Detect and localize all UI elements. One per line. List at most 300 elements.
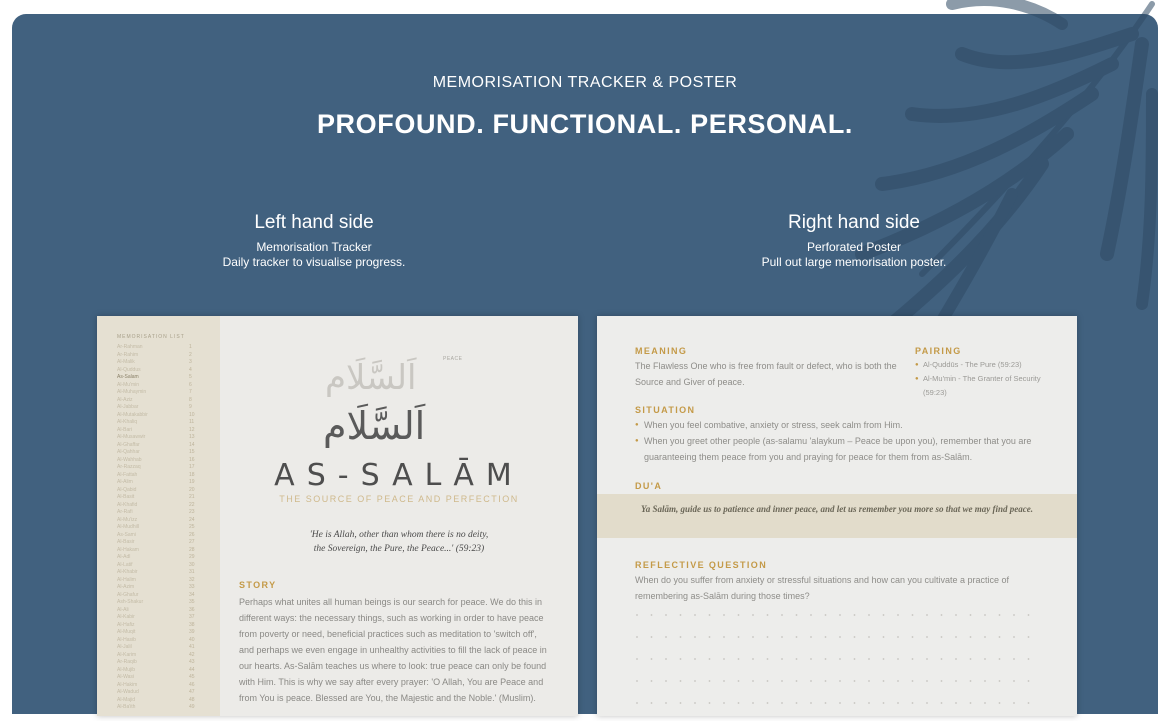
memorisation-list-number: 14	[189, 441, 195, 448]
grid-dot	[1013, 702, 1015, 704]
memorisation-list-number: 30	[189, 561, 195, 568]
memorisation-list-number: 22	[189, 501, 195, 508]
memorisation-list-item	[117, 704, 220, 712]
memorisation-list-name: Al-Qahhar	[117, 449, 140, 455]
memorisation-list-name: Al-Malik	[117, 359, 135, 365]
grid-dot	[796, 614, 798, 616]
memorisation-list-number: 19	[189, 479, 195, 485]
memorisation-list-name: Al-Jalil	[117, 644, 132, 650]
grid-dot	[825, 658, 827, 660]
memorisation-list-number: 31	[189, 569, 195, 575]
grid-dot	[752, 636, 754, 638]
memorisation-list-name: Al-Quddus	[117, 366, 141, 373]
memorisation-list-item	[117, 382, 220, 390]
situation-heading: SITUATION	[635, 405, 696, 415]
grid-dot	[1013, 614, 1015, 616]
grid-dot	[883, 702, 885, 704]
grid-dot	[955, 614, 957, 616]
memorisation-list-item	[117, 442, 220, 450]
memorisation-list-name: Al-Alim	[117, 479, 133, 485]
memorisation-list-item	[117, 419, 220, 427]
grid-dot	[781, 636, 783, 638]
memorisation-list-name: Al-Wahhab	[117, 456, 142, 463]
grid-dot	[912, 636, 914, 638]
memorisation-list-item	[117, 554, 220, 562]
grid-dot	[651, 680, 653, 682]
memorisation-list-item	[117, 652, 220, 660]
grid-dot	[738, 658, 740, 660]
grid-dot	[955, 702, 957, 704]
memorisation-list-item	[117, 434, 220, 442]
grid-dot	[883, 680, 885, 682]
memorisation-list-name: Al-Hakam	[117, 546, 139, 553]
memorisation-list-name: As-Sami	[117, 531, 136, 538]
grid-dot	[636, 614, 638, 616]
reflective-question-text: When do you suffer from anxiety or stressful situations and how can you cultivate a practice of remembering as-Salām during those times?	[635, 575, 1010, 601]
memorisation-list-name: Al-Mujib	[117, 666, 136, 673]
grid-dot	[984, 680, 986, 682]
memorisation-list-item	[117, 607, 220, 615]
left-side-caption	[114, 212, 514, 270]
grid-dot	[767, 658, 769, 660]
memorisation-list-number: 42	[189, 651, 195, 658]
memorisation-list-number: 1	[189, 344, 192, 350]
grid-dot	[752, 658, 754, 660]
grid-dot	[781, 680, 783, 682]
memorisation-list-name: Al-Wadud	[117, 689, 139, 695]
memorisation-list-name: Al-Hasib	[117, 636, 136, 643]
grid-dot	[984, 636, 986, 638]
memorisation-list-number: 5	[189, 374, 192, 380]
grid-dot	[926, 658, 928, 660]
memorisation-list-name: Al-Mu'izz	[117, 516, 138, 523]
memorisation-list-item	[117, 449, 220, 457]
grid-dot	[767, 702, 769, 704]
situation-item: ● When you feel combative, anxiety or stress, seek calm from Him.	[635, 417, 1045, 433]
memorisation-list-number: 16	[189, 456, 195, 463]
memorisation-list-number: 23	[189, 509, 195, 515]
memorisation-list-number: 46	[189, 681, 195, 688]
ghost-tag: PEACE	[443, 356, 463, 362]
memorisation-tracker-page	[97, 316, 578, 716]
memorisation-list-number: 39	[189, 629, 195, 635]
memorisation-list-number: 12	[189, 426, 195, 433]
memorisation-list-number: 28	[189, 546, 195, 553]
memorisation-list-item	[117, 682, 220, 690]
grid-dot	[796, 658, 798, 660]
grid-dot	[868, 636, 870, 638]
grid-dot	[810, 702, 812, 704]
memorisation-list-number: 24	[189, 516, 195, 523]
grid-dot	[897, 680, 899, 682]
memorisation-list-number: 13	[189, 434, 195, 440]
grid-dot	[1013, 658, 1015, 660]
grid-dot	[680, 636, 682, 638]
grid-dot	[883, 614, 885, 616]
grid-dot	[999, 636, 1001, 638]
memorisation-list-name: Al-Majid	[117, 696, 136, 703]
name-subtitle: THE SOURCE OF PEACE AND PERFECTION	[279, 494, 519, 504]
grid-dot	[694, 614, 696, 616]
right-side-caption	[654, 212, 1054, 270]
memorisation-list-name: Al-Khabir	[117, 569, 138, 575]
memorisation-list-number: 7	[189, 389, 192, 395]
memorisation-list-name: Ar-Rahim	[117, 351, 139, 358]
grid-dot	[926, 614, 928, 616]
grid-dot	[970, 680, 972, 682]
arabic-ghost-text: اَلسَّلَام	[325, 358, 417, 398]
grid-dot	[723, 702, 725, 704]
grid-dot	[665, 614, 667, 616]
memorisation-list-item	[117, 479, 220, 487]
memorisation-list-name: Al-Muhaymin	[117, 389, 147, 395]
meaning-text: The Flawless One who is free from fault or defect, who is both the Source and Giver of peace.	[635, 361, 897, 387]
grid-dot	[665, 658, 667, 660]
memorisation-list-name: Al-Hakim	[117, 681, 138, 688]
memorisation-list-number: 40	[189, 636, 195, 643]
right-side-description: Pull out large memorisation poster.	[761, 255, 947, 269]
grid-dot	[709, 614, 711, 616]
memorisation-list-number: 45	[189, 674, 195, 680]
grid-dot	[999, 702, 1001, 704]
memorisation-list-name: Al-Ghaffar	[117, 441, 140, 448]
memorisation-list-number: 35	[189, 599, 195, 605]
memorisation-list-strip	[97, 316, 220, 716]
grid-dot	[651, 636, 653, 638]
grid-dot	[680, 614, 682, 616]
dotted-writing-grid	[635, 611, 1045, 721]
grid-dot	[723, 636, 725, 638]
memorisation-list-name: Al-Latif	[117, 561, 133, 568]
memorisation-list-name: Al-Muqit	[117, 629, 136, 635]
grid-dot	[781, 702, 783, 704]
grid-dot	[781, 658, 783, 660]
memorisation-list-item	[117, 689, 220, 697]
grid-dot	[926, 702, 928, 704]
grid-dot	[752, 702, 754, 704]
grid-dot	[1013, 680, 1015, 682]
hero-banner	[12, 14, 1158, 714]
perforated-poster-page	[597, 316, 1077, 716]
grid-dot	[984, 614, 986, 616]
grid-dot	[767, 614, 769, 616]
memorisation-list-name: Al-Mu'min	[117, 381, 140, 388]
grid-dot	[912, 614, 914, 616]
grid-dot	[854, 614, 856, 616]
grid-dot	[694, 680, 696, 682]
memorisation-list-item	[117, 517, 220, 525]
grid-dot	[636, 636, 638, 638]
grid-dot	[723, 680, 725, 682]
memorisation-list-item	[117, 457, 220, 465]
grid-dot	[1028, 636, 1030, 638]
grid-dot	[825, 614, 827, 616]
grid-dot	[926, 636, 928, 638]
grid-dot	[810, 636, 812, 638]
memorisation-list-name: Al-Jabbar	[117, 404, 139, 410]
memorisation-list-name: Ar-Rahman	[117, 344, 143, 350]
grid-dot	[709, 702, 711, 704]
memorisation-list-item	[117, 592, 220, 600]
grid-dot	[680, 680, 682, 682]
grid-dot	[1028, 614, 1030, 616]
dua-band	[597, 494, 1077, 538]
quote-line-1: 'He is Allah, other than whom there is no deity,	[309, 530, 489, 540]
grid-dot	[709, 636, 711, 638]
memorisation-list-name: Al-Mudhill	[117, 524, 139, 530]
grid-dot	[680, 658, 682, 660]
memorisation-list-number: 10	[189, 411, 195, 418]
memorisation-list-number: 26	[189, 531, 195, 538]
memorisation-list-name: Al-Khafid	[117, 501, 138, 508]
memorisation-list-name: Al-Ghafur	[117, 591, 139, 598]
grid-dot	[941, 702, 943, 704]
grid-dot	[723, 614, 725, 616]
grid-dot	[636, 702, 638, 704]
memorisation-list-item	[117, 674, 220, 682]
memorisation-list-name: Al-Halim	[117, 576, 136, 583]
grid-dot	[680, 702, 682, 704]
grid-dot	[854, 680, 856, 682]
memorisation-list-name: Al-Hafiz	[117, 621, 135, 628]
memorisation-list-name: Al-Musawwir	[117, 434, 146, 440]
quote-line-2: the Sovereign, the Pure, the Peace...' (59:23)	[313, 544, 485, 554]
memorisation-list-number: 25	[189, 524, 195, 530]
grid-dot	[738, 702, 740, 704]
memorisation-list-number: 20	[189, 486, 195, 493]
grid-dot	[839, 636, 841, 638]
memorisation-list-number: 33	[189, 584, 195, 590]
left-side-description: Daily tracker to visualise progress.	[222, 255, 406, 269]
grid-dot	[955, 680, 957, 682]
memorisation-list-item	[117, 344, 220, 352]
memorisation-list-item	[117, 667, 220, 675]
memorisation-list-number: 29	[189, 554, 195, 560]
grid-dot	[651, 614, 653, 616]
grid-dot	[665, 680, 667, 682]
grid-dot	[970, 614, 972, 616]
pairing-item: ● Al-Quddūs - The Pure (59:23)	[915, 358, 1045, 372]
memorisation-list-name: Al-Bari	[117, 426, 133, 433]
memorisation-list-number: 15	[189, 449, 195, 455]
memorisation-list-item	[117, 509, 220, 517]
memorisation-list-number: 49	[189, 704, 195, 710]
grid-dot	[955, 658, 957, 660]
memorisation-list-number: 34	[189, 591, 195, 598]
memorisation-list-item	[117, 374, 220, 382]
left-side-subtitle: Memorisation Tracker	[256, 240, 372, 254]
quran-quote	[220, 528, 578, 556]
memorisation-list-name: Al-Aziz	[117, 396, 133, 403]
grid-dot	[999, 658, 1001, 660]
grid-dot	[926, 680, 928, 682]
memorisation-list-item	[117, 502, 220, 510]
dua-heading: DU'A	[635, 481, 663, 491]
grid-dot	[970, 702, 972, 704]
grid-dot	[1028, 680, 1030, 682]
memorisation-list-number: 41	[189, 644, 195, 650]
grid-dot	[694, 636, 696, 638]
grid-dot	[839, 702, 841, 704]
memorisation-list-item	[117, 524, 220, 532]
grid-dot	[810, 614, 812, 616]
grid-dot	[897, 636, 899, 638]
memorisation-list-item	[117, 539, 220, 547]
banner-headline: PROFOUND. FUNCTIONAL. PERSONAL.	[316, 109, 854, 139]
memorisation-list-item	[117, 644, 220, 652]
memorisation-list-item	[117, 599, 220, 607]
grid-dot	[796, 636, 798, 638]
memorisation-list-name: Al-Khaliq	[117, 419, 138, 425]
grid-dot	[839, 658, 841, 660]
grid-dot	[941, 680, 943, 682]
memorisation-list-name: Al-Kabir	[117, 614, 135, 620]
memorisation-list-name: Al-Adl	[117, 554, 131, 560]
memorisation-list-item	[117, 487, 220, 495]
memorisation-list-number: 32	[189, 576, 195, 583]
memorisation-list-name: Al-Fattah	[117, 471, 138, 478]
grid-dot	[709, 658, 711, 660]
grid-dot	[941, 614, 943, 616]
grid-dot	[752, 680, 754, 682]
memorisation-list-name: Ar-Rafi	[117, 509, 133, 515]
grid-dot	[970, 636, 972, 638]
memorisation-list-item	[117, 397, 220, 405]
grid-dot	[651, 658, 653, 660]
memorisation-list-number: 43	[189, 659, 195, 665]
right-side-title: Right hand side	[787, 212, 921, 233]
memorisation-list-name: Al-Ba'ith	[117, 704, 136, 710]
situation-item: ● When you greet other people (as-salamu 'alaykum – Peace be upon you), remember that you are guaranteeing them peace from you and praying for peace for them from as-Salām.	[635, 433, 1045, 465]
memorisation-list-item	[117, 352, 220, 360]
grid-dot	[839, 680, 841, 682]
grid-dot	[970, 658, 972, 660]
grid-dot	[694, 702, 696, 704]
grid-dot	[709, 680, 711, 682]
grid-dot	[897, 658, 899, 660]
pairing-heading: PAIRING	[915, 346, 962, 356]
memorisation-list-name: Al-Karim	[117, 651, 137, 658]
memorisation-list-name: As-Salam	[117, 374, 139, 380]
grid-dot	[810, 680, 812, 682]
grid-dot	[854, 658, 856, 660]
left-side-title: Left hand side	[254, 212, 374, 233]
grid-dot	[984, 658, 986, 660]
memorisation-list-name: Al-Qabid	[117, 486, 137, 493]
grid-dot	[752, 614, 754, 616]
grid-dot	[999, 680, 1001, 682]
memorisation-list-name: Al-Azim	[117, 584, 135, 590]
memorisation-list-number: 17	[189, 464, 195, 470]
memorisation-list-number: 18	[189, 471, 195, 478]
grid-dot	[665, 636, 667, 638]
memorisation-list-item	[117, 697, 220, 705]
memorisation-list-item	[117, 472, 220, 480]
grid-dot	[1028, 702, 1030, 704]
memorisation-list-item	[117, 464, 220, 472]
memorisation-list-number: 44	[189, 666, 195, 673]
grid-dot	[883, 658, 885, 660]
memorisation-list-item	[117, 659, 220, 667]
grid-dot	[912, 658, 914, 660]
grid-dot	[839, 614, 841, 616]
memorisation-list-number: 21	[189, 494, 195, 500]
grid-dot	[825, 636, 827, 638]
dua-text: Ya Salām, guide us to patience and inner peace, and let us remember you more so that we may find peace.	[641, 504, 1033, 514]
memorisation-list-item	[117, 359, 220, 367]
memorisation-list-item	[117, 494, 220, 502]
grid-dot	[810, 658, 812, 660]
grid-dot	[1028, 658, 1030, 660]
grid-dot	[984, 702, 986, 704]
grid-dot	[738, 636, 740, 638]
story-heading: STORY	[239, 580, 277, 590]
memorisation-list-number: 2	[189, 351, 192, 358]
grid-dot	[912, 680, 914, 682]
grid-dot	[651, 702, 653, 704]
grid-dot	[941, 636, 943, 638]
grid-dot	[868, 614, 870, 616]
grid-dot	[636, 680, 638, 682]
memorisation-list-number: 3	[189, 359, 192, 365]
reflective-question-heading: REFLECTIVE QUESTION	[635, 560, 768, 570]
memorisation-list	[117, 344, 220, 712]
memorisation-list-name: Ar-Razzaq	[117, 464, 141, 470]
memorisation-list-item	[117, 637, 220, 645]
grid-dot	[665, 702, 667, 704]
grid-dot	[883, 636, 885, 638]
story-text: Perhaps what unites all human beings is our search for peace. We do this in different ways: the necessary things, such as working in order to have peace from poverty or need, beneficial practices such as meditation to 'switch off', and perhaps we even engage in unhealthy activities to fill the lack of peace in our hearts. As-Salām teaches us where to look: true peace can only be found with Him. This is why we say after every prayer: 'O Allah, You are Peace and from You is peace. Blessed are You, the Majestic and the Noble.' (Muslim).	[239, 597, 547, 703]
memorisation-list-item	[117, 404, 220, 412]
memorisation-list-name: Al-Wasi	[117, 674, 135, 680]
grid-dot	[912, 702, 914, 704]
grid-dot	[796, 680, 798, 682]
memorisation-list-name: Al-Mutakabbir	[117, 411, 148, 418]
memorisation-list-number: 36	[189, 606, 195, 613]
grid-dot	[897, 702, 899, 704]
memorisation-list-item	[117, 547, 220, 555]
grid-dot	[738, 680, 740, 682]
memorisation-list-item	[117, 622, 220, 630]
memorisation-list-item	[117, 562, 220, 570]
grid-dot	[738, 614, 740, 616]
memorisation-list-item	[117, 367, 220, 375]
memorisation-list-title: MEMORISATION LIST	[117, 334, 185, 340]
memorisation-list-number: 37	[189, 614, 195, 620]
memorisation-list-item	[117, 569, 220, 577]
meaning-heading: MEANING	[635, 346, 688, 356]
arabic-name: اَلسَّلَام	[323, 404, 426, 448]
name-transliteration: AS-SALĀM	[274, 458, 524, 493]
memorisation-list-name: Ar-Raqib	[117, 659, 137, 665]
grid-dot	[854, 636, 856, 638]
memorisation-list-item	[117, 412, 220, 420]
grid-dot	[1013, 636, 1015, 638]
memorisation-list-name: Al-Basir	[117, 539, 135, 545]
grid-dot	[825, 680, 827, 682]
memorisation-list-item	[117, 427, 220, 435]
memorisation-list-name: Al-Basit	[117, 494, 135, 500]
grid-dot	[897, 614, 899, 616]
grid-dot	[868, 680, 870, 682]
grid-dot	[694, 658, 696, 660]
grid-dot	[796, 702, 798, 704]
grid-dot	[868, 702, 870, 704]
grid-dot	[825, 702, 827, 704]
pairing-item: ● Al-Mu'min - The Granter of Security (59:23)	[915, 372, 1045, 400]
memorisation-list-number: 11	[189, 419, 195, 425]
banner-eyebrow: MEMORISATION TRACKER & POSTER	[432, 74, 738, 91]
